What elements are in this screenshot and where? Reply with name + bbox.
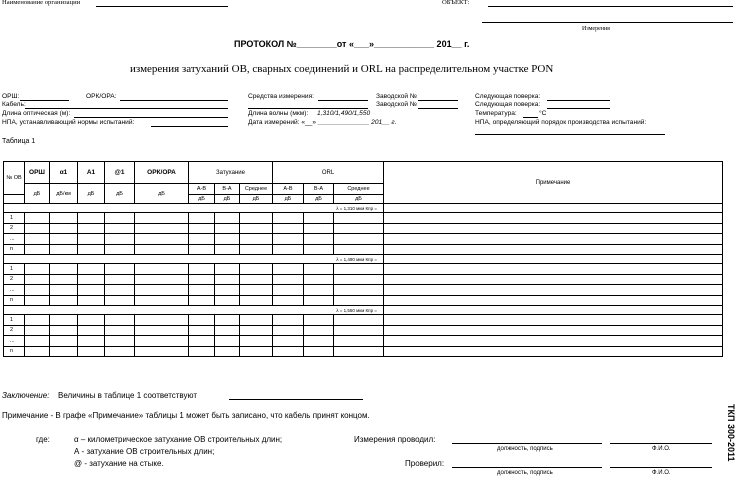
table-cell (334, 285, 384, 296)
table-cell (304, 315, 334, 326)
table-cell (135, 274, 189, 285)
conclusion-label: Заключение: (2, 391, 50, 400)
table-cell (25, 346, 50, 357)
next-check-line-1 (547, 100, 610, 101)
checked-by-label: Проверил: (405, 459, 445, 468)
table-cell (334, 346, 384, 357)
table-row (4, 213, 723, 224)
table-row (4, 315, 723, 326)
row-number: n (4, 346, 25, 357)
table-cell (384, 325, 723, 336)
row-number: ... (4, 234, 25, 245)
table-cell (105, 336, 135, 347)
table-cell (25, 213, 50, 224)
table-cell (334, 274, 384, 285)
table-cell (273, 325, 304, 336)
wavelength-value: 1,310/1,490/1,550 (317, 110, 371, 117)
table-cell (135, 315, 189, 326)
side-document-code: ТКП 300-2011 (726, 404, 736, 462)
instruments-line (318, 100, 368, 101)
table-cell (25, 223, 50, 234)
table-cell (135, 285, 189, 296)
table-cell (304, 213, 334, 224)
next-check-label-1: Следующая поверка: (475, 93, 541, 100)
table-cell (384, 244, 723, 255)
header-fiber-no: № ОВ (4, 162, 25, 195)
orkora-line (120, 100, 228, 101)
table-cell (189, 346, 215, 357)
wavelength-label: Длина волны (мкм): (248, 110, 309, 117)
table-cell (334, 213, 384, 224)
table-cell (240, 223, 273, 234)
note-text: Примечание - В графе «Примечание» таблицы 1 может быть записано, что кабель принят концом. (2, 411, 370, 420)
table-cell (384, 336, 723, 347)
header-at1: @1 (105, 162, 135, 184)
table-cell (189, 213, 215, 224)
table-cell (189, 336, 215, 347)
table-row (4, 244, 723, 255)
npa-norms-label: НПА, устанавливающий нормы испытаний: (2, 119, 135, 126)
table-cell (273, 244, 304, 255)
table-cell (135, 346, 189, 357)
table-cell (240, 244, 273, 255)
table-cell (215, 315, 240, 326)
header-a1: A1 (78, 162, 105, 184)
measured-fio-caption: Ф.И.О. (652, 446, 671, 452)
serial-label-2: Заводской № (376, 101, 417, 108)
table-cell (105, 315, 135, 326)
table-cell (78, 274, 105, 285)
sub-unit-4: дБ (273, 195, 304, 204)
row-number: n (4, 244, 25, 255)
table-cell (384, 213, 723, 224)
table-caption: Таблица 1 (2, 138, 36, 145)
table-cell (215, 234, 240, 245)
table-cell (334, 223, 384, 234)
table-cell (334, 264, 384, 275)
sub-unit-3: дБ (240, 195, 273, 204)
table-cell (135, 325, 189, 336)
table-cell (50, 274, 78, 285)
table-cell (273, 346, 304, 357)
checked-position-caption: должность, подпись (497, 470, 553, 476)
orsh-label: ОРШ: (2, 93, 20, 100)
table-cell (273, 274, 304, 285)
table-cell (135, 295, 189, 306)
table-cell (240, 213, 273, 224)
opt-length-label: Длина оптическая (м): (2, 110, 71, 117)
table-cell (78, 325, 105, 336)
table-cell (334, 244, 384, 255)
table-cell (304, 274, 334, 285)
table-row (4, 234, 723, 245)
table-cell (78, 234, 105, 245)
table-cell (384, 274, 723, 285)
table-cell (384, 264, 723, 275)
sub-unit-6: дБ (334, 195, 384, 204)
table-row (4, 274, 723, 285)
table-cell (304, 325, 334, 336)
cable-label: Кабель: (2, 101, 26, 108)
table-cell (384, 285, 723, 296)
object-label: ОБЪЕКТ: (442, 0, 470, 6)
sub-orl-ba: В-А (304, 184, 334, 195)
table-cell (240, 234, 273, 245)
table-cell (25, 325, 50, 336)
org-label: Наименование организации (2, 0, 81, 6)
table-cell (304, 264, 334, 275)
table-cell (50, 223, 78, 234)
wavelength-band-row (4, 255, 723, 264)
header-note: Примечание (384, 162, 723, 204)
table-cell (215, 244, 240, 255)
row-number: ... (4, 285, 25, 296)
table-cell (78, 223, 105, 234)
wavelength-band-row (4, 306, 723, 315)
table-row (4, 295, 723, 306)
measured-sign-line (452, 443, 602, 444)
table-row (4, 346, 723, 357)
table-cell (189, 234, 215, 245)
table-cell (189, 295, 215, 306)
table-cell (384, 346, 723, 357)
table-cell (215, 325, 240, 336)
table-cell (105, 234, 135, 245)
row-number: 1 (4, 315, 25, 326)
row-number: n (4, 295, 25, 306)
table-cell (25, 234, 50, 245)
table-cell (240, 295, 273, 306)
table-cell (304, 223, 334, 234)
header-alpha1: α1 (50, 162, 78, 184)
table-cell (215, 264, 240, 275)
table-cell (215, 223, 240, 234)
table-cell (50, 315, 78, 326)
serial-line-2 (418, 108, 458, 109)
object-line-1 (488, 6, 733, 7)
table-cell (215, 295, 240, 306)
serial-label-1: Заводской № (376, 93, 417, 100)
table-cell (105, 285, 135, 296)
unit-orkora: дБ (135, 184, 189, 204)
table-cell (384, 315, 723, 326)
legend-where: где: (36, 435, 50, 444)
object-line-2 (482, 22, 733, 23)
table-cell (215, 213, 240, 224)
table-cell (78, 346, 105, 357)
table-cell (334, 315, 384, 326)
legend-line-3: @ - затухание на стыке. (74, 459, 164, 468)
table-cell (105, 295, 135, 306)
table-cell (384, 295, 723, 306)
instruments-label: Средства измерения: (248, 93, 315, 100)
next-check-line-2 (547, 108, 610, 109)
npa-procedure-label: НПА, определяющий порядок производства испытаний: (475, 119, 647, 126)
table-cell (384, 234, 723, 245)
table-cell (215, 336, 240, 347)
header-attenuation: Затухание (189, 162, 273, 184)
wavelength-band-label: λ = 1,310 мкм Кпр = (4, 204, 384, 213)
table-cell (240, 285, 273, 296)
table-cell (105, 223, 135, 234)
table-cell (50, 234, 78, 245)
sub-unit-5: дБ (304, 195, 334, 204)
band-note-cell (384, 306, 723, 315)
table-cell (334, 336, 384, 347)
table-cell (304, 295, 334, 306)
wavelength-band-label: λ = 1,490 мкм Кпр = (4, 255, 384, 264)
table-row (4, 223, 723, 234)
row-number: 1 (4, 213, 25, 224)
sub-unit-2: дБ (215, 195, 240, 204)
table-cell (25, 274, 50, 285)
legend-line-2: А - затухание ОВ строительных длин; (74, 447, 215, 456)
table-cell (135, 264, 189, 275)
table-row (4, 336, 723, 347)
checked-sign-line (452, 467, 602, 468)
npa-procedure-line (475, 134, 665, 135)
table-cell (50, 346, 78, 357)
table-cell (304, 336, 334, 347)
table-cell (78, 244, 105, 255)
table-cell (273, 213, 304, 224)
table-cell (215, 346, 240, 357)
table-cell (78, 336, 105, 347)
table-cell (240, 325, 273, 336)
protocol-title: ПРОТОКОЛ №________от «___»____________ 201__ г. (234, 39, 470, 49)
date-value: ______________ 201__ г. (318, 119, 397, 126)
wavelength-band-label: λ = 1,550 мкм Кпр = (4, 306, 384, 315)
table-cell (334, 325, 384, 336)
legend-line-1: α – километрическое затухание ОВ строительных длин; (74, 435, 283, 444)
table-cell (135, 213, 189, 224)
next-check-label-2: Следующая поверка: (475, 101, 541, 108)
npa-norms-line (151, 126, 228, 127)
table-cell (240, 274, 273, 285)
table-cell (25, 285, 50, 296)
header-orl: ORL (273, 162, 384, 184)
sub-att-ab: А-В (189, 184, 215, 195)
table-cell (189, 223, 215, 234)
measured-fio-line (610, 443, 712, 444)
table-cell (304, 244, 334, 255)
sub-orl-ab: А-В (273, 184, 304, 195)
table-cell (189, 325, 215, 336)
opt-length-line (74, 117, 228, 118)
table-cell (215, 285, 240, 296)
table-cell (25, 295, 50, 306)
unit-orsh: дБ (25, 184, 50, 204)
row-number: 2 (4, 274, 25, 285)
table-cell (78, 264, 105, 275)
unit-fiber-no (4, 195, 25, 204)
header-orsh: ОРШ (25, 162, 50, 184)
measured-position-caption: должность, подпись (497, 446, 553, 452)
org-line (96, 6, 228, 7)
table-row (4, 264, 723, 275)
temperature-unit: °С (539, 110, 547, 117)
header-orkora: ОРК/ОРА (135, 162, 189, 184)
table-cell (273, 295, 304, 306)
wavelength-band-row (4, 204, 723, 213)
table-cell (105, 346, 135, 357)
table-cell (25, 336, 50, 347)
sub-orl-avg: Среднее (334, 184, 384, 195)
table-cell (273, 223, 304, 234)
table-cell (78, 213, 105, 224)
table-cell (273, 285, 304, 296)
table-cell (273, 234, 304, 245)
table-cell (189, 274, 215, 285)
table-cell (135, 336, 189, 347)
table-cell (215, 274, 240, 285)
table-cell (50, 213, 78, 224)
table-cell (135, 223, 189, 234)
row-number: 1 (4, 264, 25, 275)
table-cell (304, 346, 334, 357)
table-cell (50, 295, 78, 306)
table-cell (273, 315, 304, 326)
instruments-line-2 (248, 108, 368, 109)
row-number: 2 (4, 325, 25, 336)
table-cell (105, 213, 135, 224)
orkora-label: ОРК/ОРА: (86, 93, 117, 100)
band-note-cell (384, 204, 723, 213)
serial-line-1 (418, 100, 458, 101)
sub-att-ba: В-А (215, 184, 240, 195)
date-label: Дата измерений: «__» (248, 119, 317, 126)
sub-unit-1: дБ (189, 195, 215, 204)
table-cell (78, 315, 105, 326)
unit-at1: дБ (105, 184, 135, 204)
table-cell (304, 234, 334, 245)
table-cell (240, 336, 273, 347)
table-cell (135, 234, 189, 245)
checked-fio-caption: Ф.И.О. (652, 470, 671, 476)
conclusion-text: Величины в таблице 1 соответствуют (58, 391, 197, 400)
measured-by-label: Измерения проводил: (354, 435, 436, 444)
table-row (4, 325, 723, 336)
table-cell (273, 336, 304, 347)
table-cell (50, 325, 78, 336)
table-cell (78, 285, 105, 296)
table-cell (240, 264, 273, 275)
row-number: 2 (4, 223, 25, 234)
measurement-caption: Измерения (582, 26, 610, 32)
table-cell (240, 315, 273, 326)
table-cell (105, 274, 135, 285)
temperature-line (523, 117, 538, 118)
protocol-subtitle: измерения затуханий ОВ, сварных соединений и ORL на распределительном участке PON (130, 63, 554, 75)
table-cell (334, 234, 384, 245)
table-body (4, 204, 723, 357)
table-cell (50, 336, 78, 347)
table-cell (25, 244, 50, 255)
table-cell (273, 264, 304, 275)
orsh-line (20, 100, 69, 101)
unit-alpha1: дБ/км (50, 184, 78, 204)
row-number: ... (4, 336, 25, 347)
cable-line (25, 108, 228, 109)
table-cell (105, 244, 135, 255)
table-cell (189, 315, 215, 326)
temperature-label: Температура: (475, 110, 517, 117)
table-cell (334, 295, 384, 306)
table-cell (105, 325, 135, 336)
table-cell (50, 264, 78, 275)
checked-fio-line (610, 467, 712, 468)
table-cell (189, 264, 215, 275)
conclusion-line (229, 399, 363, 400)
table-cell (240, 346, 273, 357)
table-cell (189, 244, 215, 255)
table-cell (78, 295, 105, 306)
table-cell (384, 223, 723, 234)
table-cell (135, 244, 189, 255)
measurement-table (3, 161, 723, 357)
table-row (4, 285, 723, 296)
sub-att-avg: Среднее (240, 184, 273, 195)
table-cell (304, 285, 334, 296)
table-cell (50, 244, 78, 255)
table-cell (50, 285, 78, 296)
table-cell (25, 264, 50, 275)
unit-a1: дБ (78, 184, 105, 204)
table-cell (25, 315, 50, 326)
table-cell (105, 264, 135, 275)
band-note-cell (384, 255, 723, 264)
table-cell (189, 285, 215, 296)
